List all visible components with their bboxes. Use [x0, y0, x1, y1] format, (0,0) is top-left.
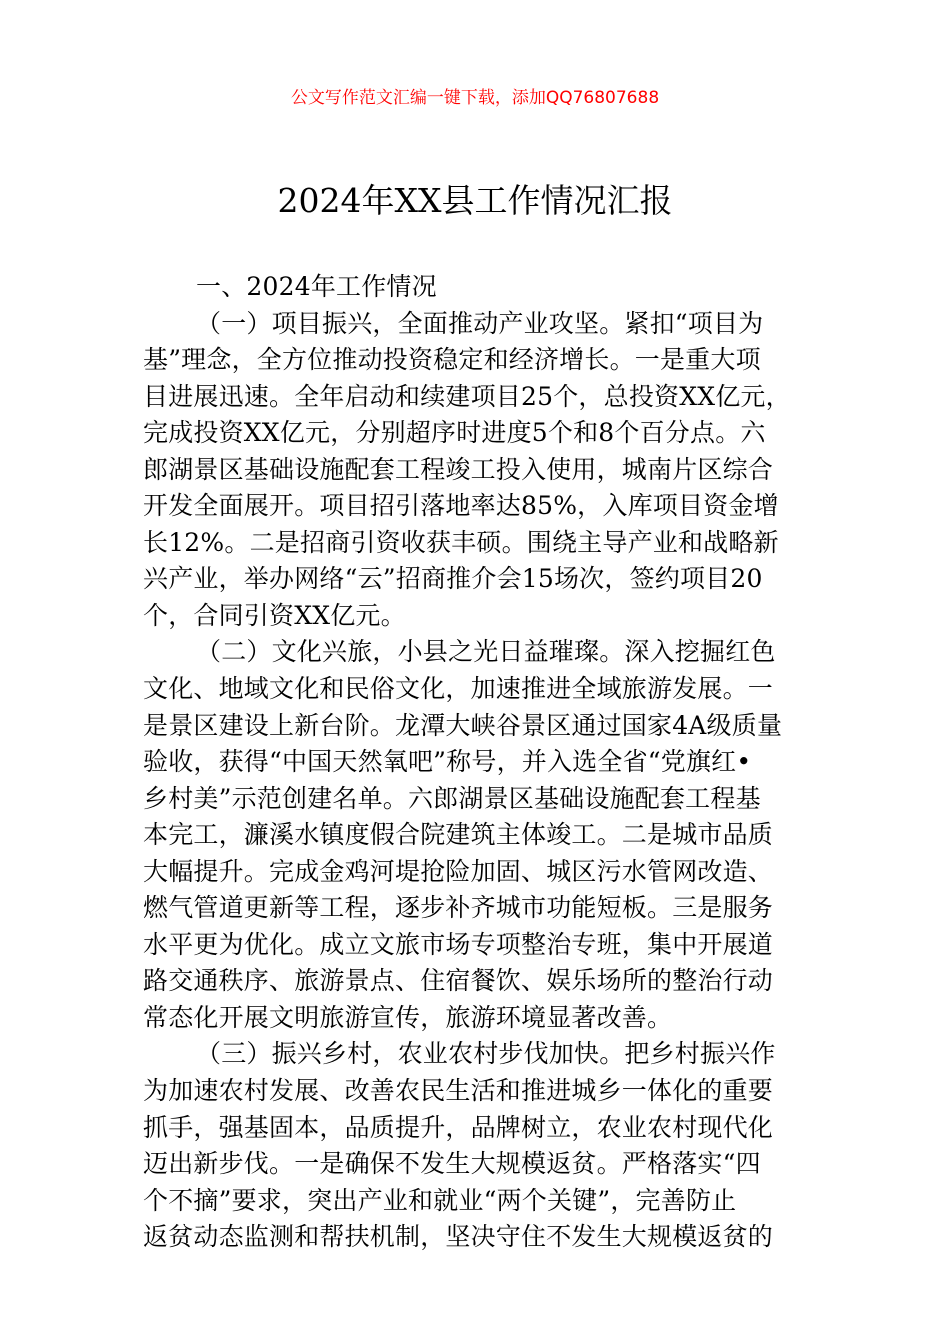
paragraph-line: 抓手，强基固本，品质提升，品牌树立，农业农村现代化 [143, 1112, 774, 1142]
paragraph-line: 常态化开展文明旅游宣传，旅游环境显著改善。 [143, 1002, 673, 1032]
paragraph-line: 为加速农村发展、改善农民生活和推进城乡一体化的重要 [143, 1076, 774, 1106]
paragraph-line: 本完工，濂溪水镇度假合院建筑主体竣工。二是城市品质 [143, 820, 774, 850]
paragraph-line: 目进展迅速。全年启动和续建项目25个，总投资XX亿元， [143, 381, 791, 411]
promo-banner: 公文写作范文汇编一键下载，添加QQ76807688 [290, 88, 660, 108]
paragraph-line: 验收，获得“中国天然氧吧”称号，并入选全省“党旗红• [143, 747, 752, 777]
paragraph-line: （二）文化兴旅，小县之光日益璀璨。深入挖掘红色 [196, 637, 776, 667]
paragraph-line: 兴产业，举办网络“云”招商推介会15场次，签约项目20 [143, 564, 763, 594]
paragraph-line: 完成投资XX亿元，分别超序时进度5个和8个百分点。六 [143, 418, 766, 448]
paragraph-line: 基”理念，全方位推动投资稳定和经济增长。一是重大项 [143, 345, 761, 375]
paragraph-line: （三）振兴乡村，农业农村步伐加快。把乡村振兴作 [196, 1039, 776, 1069]
paragraph-line: 文化、地域文化和民俗文化，加速推进全域旅游发展。一 [143, 674, 774, 704]
section-heading: 一、2024年工作情况 [196, 272, 437, 301]
paragraph-line: 乡村美”示范创建名单。六郎湖景区基础设施配套工程基 [143, 783, 761, 813]
page-title: 2024年XX县工作情况汇报 [277, 181, 673, 220]
document-body [143, 269, 813, 1256]
paragraph-line: 个，合同引资XX亿元。 [143, 600, 406, 630]
paragraph-line: 是景区建设上新台阶。龙潭大峡谷景区通过国家4A级质量 [143, 710, 783, 740]
paragraph-line: 大幅提升。完成金鸡河堤抢险加固、城区污水管网改造、 [143, 856, 774, 886]
paragraph-line: 个不摘”要求，突出产业和就业“两个关键”，完善防止 [143, 1185, 737, 1215]
paragraph-line: 路交通秩序、旅游景点、住宿餐饮、娱乐场所的整治行动 [143, 966, 774, 996]
paragraph-line: 长12%。二是招商引资收获丰硕。围绕主导产业和战略新 [143, 527, 779, 557]
paragraph-line: 燃气管道更新等工程，逐步补齐城市功能短板。三是服务 [143, 893, 774, 923]
paragraph-line: 迈出新步伐。一是确保不发生大规模返贫。严格落实“四 [143, 1149, 761, 1179]
paragraph-line: （一）项目振兴，全面推动产业攻坚。紧扣“项目为 [196, 308, 764, 338]
paragraph-line: 郎湖景区基础设施配套工程竣工投入使用，城南片区综合 [143, 454, 774, 484]
paragraph-line: 开发全面展开。项目招引落地率达85%，入库项目资金增 [143, 491, 779, 521]
paragraph-line: 水平更为优化。成立文旅市场专项整治专班，集中开展道 [143, 929, 774, 959]
paragraph-line: 返贫动态监测和帮扶机制，坚决守住不发生大规模返贫的 [143, 1222, 774, 1252]
